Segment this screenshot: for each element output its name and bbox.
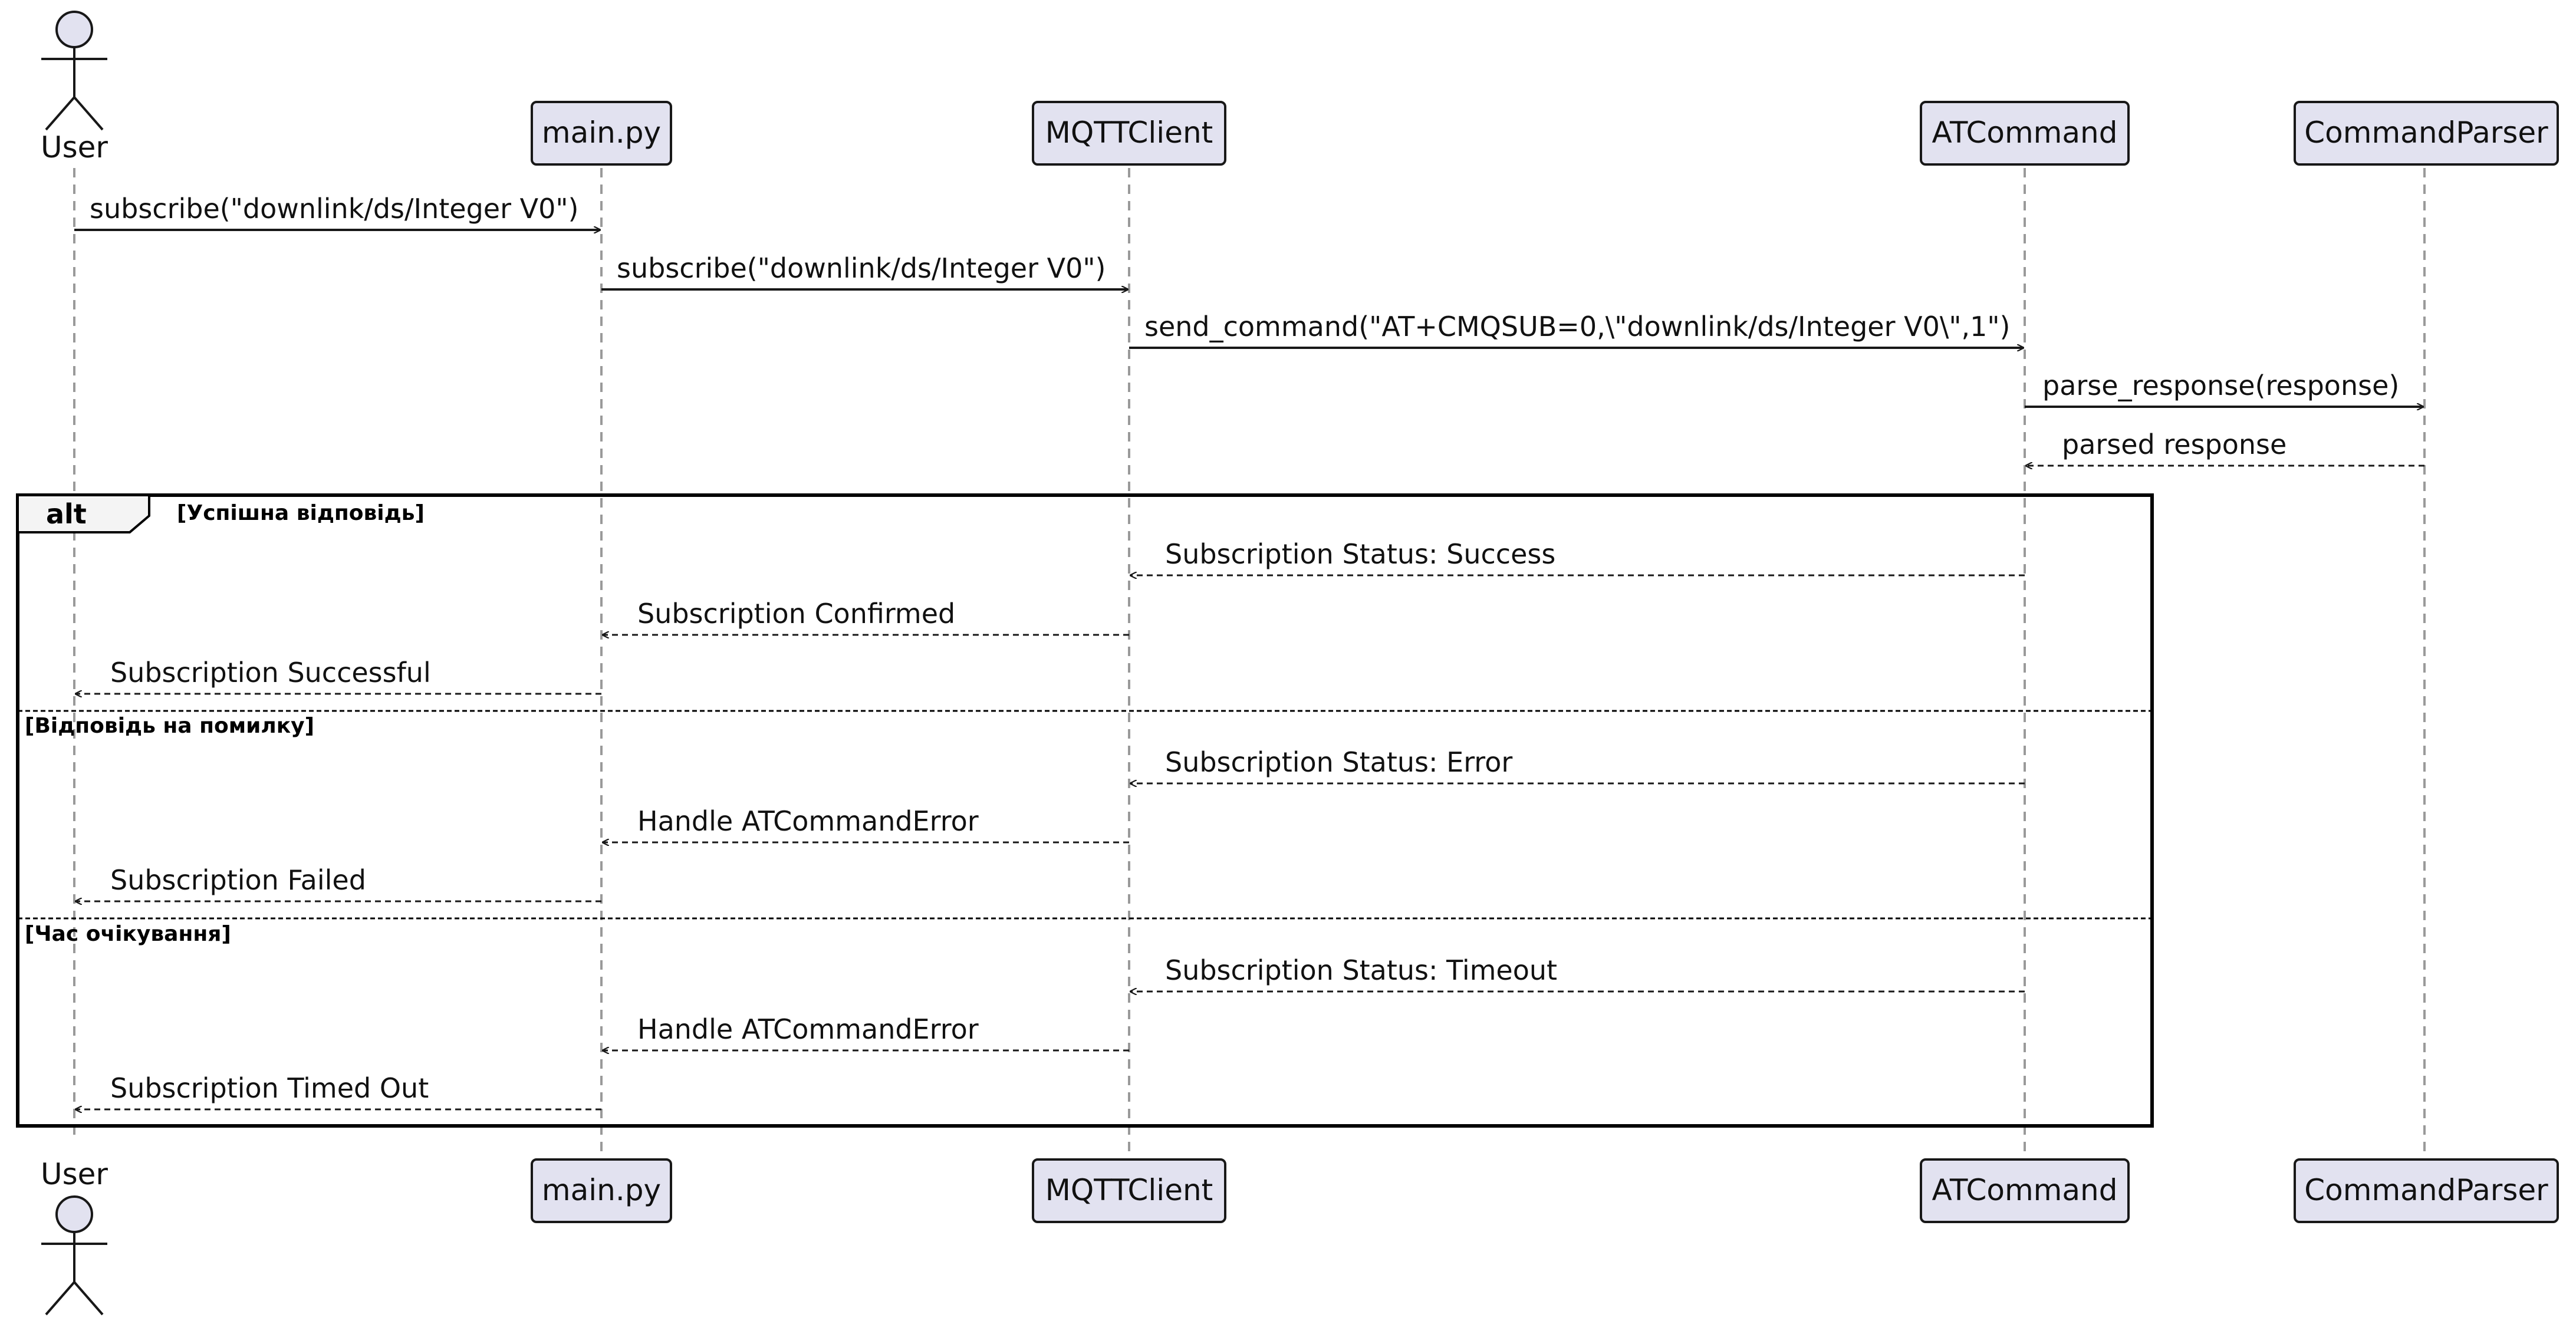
message-label: parse_response(response) <box>2042 370 2400 401</box>
message-label: subscribe("downlink/ds/Integer V0") <box>617 252 1106 284</box>
message-6 <box>1130 538 2025 575</box>
message-label: subscribe("downlink/ds/Integer V0") <box>90 193 579 225</box>
participant-parser-top <box>2295 102 2558 164</box>
message-label: Subscription Successful <box>110 657 431 688</box>
alt-fragment <box>18 495 2152 1126</box>
participant-label-parser: CommandParser <box>2304 116 2548 150</box>
message-13 <box>603 1013 1129 1050</box>
alt-guard-timeout: [Час очікування] <box>25 922 231 946</box>
message-1 <box>74 193 600 230</box>
participant-label-at-bottom: ATCommand <box>1932 1173 2118 1207</box>
message-3 <box>1129 311 2024 348</box>
participant-label-user: User <box>41 130 108 164</box>
message-label: Subscription Status: Timeout <box>1165 954 1558 986</box>
participant-label-at: ATCommand <box>1932 116 2118 150</box>
participant-parser-bottom <box>2295 1159 2558 1222</box>
message-5 <box>2026 429 2424 466</box>
message-8 <box>75 657 601 694</box>
participant-label-user-bottom: User <box>41 1157 108 1191</box>
message-label: Subscription Timed Out <box>110 1072 429 1104</box>
message-10 <box>603 805 1129 842</box>
message-14 <box>75 1072 601 1109</box>
participant-label-parser-bottom: CommandParser <box>2304 1173 2548 1207</box>
participant-mqtt-bottom <box>1033 1159 1225 1222</box>
participants-bottom <box>41 1157 2558 1315</box>
participant-label-mqtt-bottom: MQTTClient <box>1045 1173 1213 1207</box>
participant-at-top <box>1921 102 2128 164</box>
message-label: Subscription Status: Success <box>1165 538 1556 570</box>
user-actor-icon <box>41 12 107 130</box>
message-label: Handle ATCommandError <box>637 805 979 837</box>
participant-mqtt-top <box>1033 102 1225 164</box>
message-11 <box>75 864 601 901</box>
participant-main-bottom <box>532 1159 671 1222</box>
alt-guard-error: [Відповідь на помилку] <box>25 714 315 738</box>
message-label: parsed response <box>2062 429 2287 460</box>
message-12 <box>1130 954 2025 991</box>
actor-user-bottom <box>41 1157 108 1315</box>
message-9 <box>1130 746 2025 783</box>
alt-guard-success: [Успішна відповідь] <box>177 501 425 525</box>
message-4 <box>2025 370 2423 407</box>
message-label: Subscription Confirmed <box>637 598 956 630</box>
alt-frame <box>18 495 2152 1126</box>
message-2 <box>601 252 1128 289</box>
user-actor-icon-bottom <box>41 1197 107 1315</box>
participant-label-main-bottom: main.py <box>541 1173 662 1207</box>
participants-top <box>41 12 2558 164</box>
messages <box>74 193 2424 1109</box>
message-label: send_command("AT+CMQSUB=0,\"downlink/ds/Integer V0\",1") <box>1144 311 2011 342</box>
participant-label-mqtt: MQTTClient <box>1045 116 1213 150</box>
participant-at-bottom <box>1921 1159 2128 1222</box>
participant-label-main: main.py <box>541 116 662 150</box>
message-label: Subscription Failed <box>110 864 366 896</box>
message-label: Subscription Status: Error <box>1165 746 1513 778</box>
message-7 <box>603 598 1129 635</box>
actor-user-top <box>41 12 108 164</box>
participant-main-top <box>532 102 671 164</box>
message-label: Handle ATCommandError <box>637 1013 979 1045</box>
alt-keyword: alt <box>46 498 87 530</box>
